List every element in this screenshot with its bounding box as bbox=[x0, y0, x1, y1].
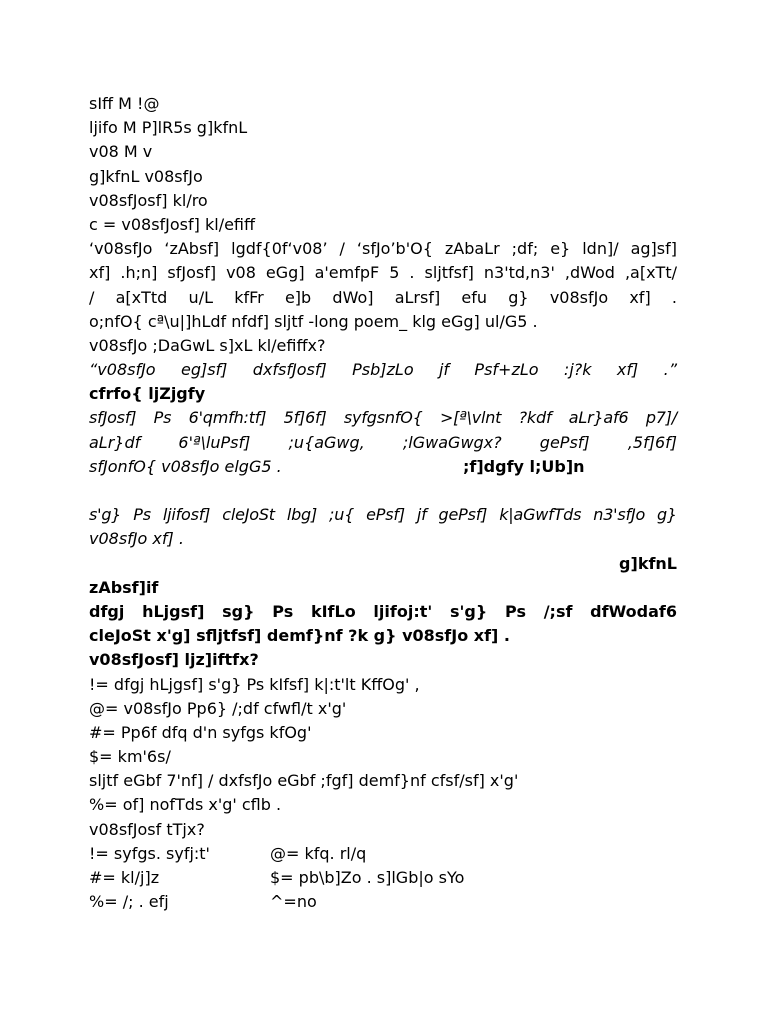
quote-line: “v08sfJo eg]sf] dxfsfJosf] Psb]zLo jf Psf+zLo :j?k xf] .” bbox=[89, 360, 677, 380]
section-line: v08 M v bbox=[89, 142, 153, 162]
subject-line: ljifo M P]lR5s g]kfnL bbox=[89, 118, 248, 138]
feature-item: $= km'6s/ bbox=[89, 747, 171, 767]
feature-item: @= v08sfJo Pp6} /;df cfwfl/t x'g' bbox=[89, 698, 347, 718]
quote-author: cfrfo{ ljZjgfy bbox=[89, 384, 206, 404]
feature-item: %= of] nofTds x'g' cflb . bbox=[89, 795, 282, 815]
paragraph-line: cleJoSt x'g] sfljtfsf] demf}nf ?k g} v08sfJo xf] . bbox=[89, 626, 510, 646]
element-row bbox=[89, 866, 677, 890]
paragraph-line: o;nfO{ cª\u|]hLdf nfdf] sljtf -long poem_ klg eGg] ul/G5 . bbox=[89, 311, 538, 331]
element-item: %= /; . efj bbox=[89, 892, 169, 912]
quote-line: s'g} Ps ljifosf] cleJoSt lbg] ;u{ ePsf] jf gePsf] k|aGwfTds n3'sfJo g} bbox=[89, 505, 677, 525]
feature-item: sljtf eGbf 7'nf] / dxfsfJo eGbf ;fgf] demf}nf cfsf/sf] x'g' bbox=[89, 771, 519, 791]
definitions-heading: v08sfJo ;DaGwL s]xL kl/efiffx? bbox=[89, 335, 326, 355]
element-row bbox=[89, 890, 677, 914]
intro-heading: v08sfJosf] kl/ro bbox=[89, 190, 208, 210]
element-item: $= pb\b]Zo . s]lGb|o sYo bbox=[270, 868, 465, 887]
element-row bbox=[89, 842, 677, 866]
quote-line-with-author bbox=[89, 455, 677, 479]
definition-heading: c = v08sfJosf] kl/efiff bbox=[89, 214, 256, 234]
elements-heading: v08sfJosf tTjx? bbox=[89, 819, 205, 839]
quote-author: ;f]dgfy l;Ub]n bbox=[463, 456, 585, 476]
feature-item: #= Pp6f dfq d'n syfgs kfOg' bbox=[89, 722, 312, 742]
element-item: #= kl/j]z bbox=[89, 868, 160, 887]
quote-line: aLr}df 6'ª\luPsf] ;u{aGwg, ;lGwaGwgx? gePsf] ,5f]6f] bbox=[89, 432, 677, 452]
quote-author: g]kfnL bbox=[619, 553, 677, 573]
paragraph-line: / a[xTtd u/L kfFr e]b dWo] aLrsf] efu g} v08sfJo xf] . bbox=[89, 287, 677, 307]
topic-line: g]kfnL v08sfJo bbox=[89, 166, 203, 186]
paragraph-line: dfgj hLjgsf] sg} Ps kIfLo ljifoj:t' s'g} Ps /;sf dfWodaf6 bbox=[89, 601, 677, 621]
blank-line bbox=[89, 479, 677, 503]
element-item: ^=no bbox=[270, 892, 317, 912]
feature-item: != dfgj hLjgsf] s'g} Ps kIfsf] k|:t'lt KffOg' , bbox=[89, 674, 420, 694]
quote-source: zAbsf]if bbox=[89, 577, 159, 597]
paragraph-line: ‘v08sfJo ‘zAbsf] lgdf{0f‘v08’ / ‘sfJo’b'O{ zAbaLr ;df; e} ldn]/ ag]sf] bbox=[89, 239, 677, 259]
features-heading: v08sfJosf] ljz]iftfx? bbox=[89, 650, 259, 670]
element-item: @= kfq. rl/q bbox=[270, 843, 367, 863]
element-item: != syfgs. syfj:t' bbox=[89, 843, 210, 863]
page-number: sIff M !@ bbox=[89, 94, 160, 113]
paragraph-line: xf] .h;n] sfJosf] v08 eGg] a'emfpF 5 . sljtfsf] n3'td,n3' ,dWod ,a[xTt/ bbox=[89, 263, 677, 283]
quote-line: v08sfJo xf] . bbox=[89, 529, 184, 549]
quote-text: sfJonfO{ v08sfJo elgG5 . bbox=[89, 456, 282, 476]
quote-line: sfJosf] Ps 6'qmfh:tf] 5f]6f] syfgsnfO{ >[ª\vlnt ?kdf aLr}af6 p7]/ bbox=[89, 408, 677, 428]
document-page bbox=[89, 92, 677, 914]
